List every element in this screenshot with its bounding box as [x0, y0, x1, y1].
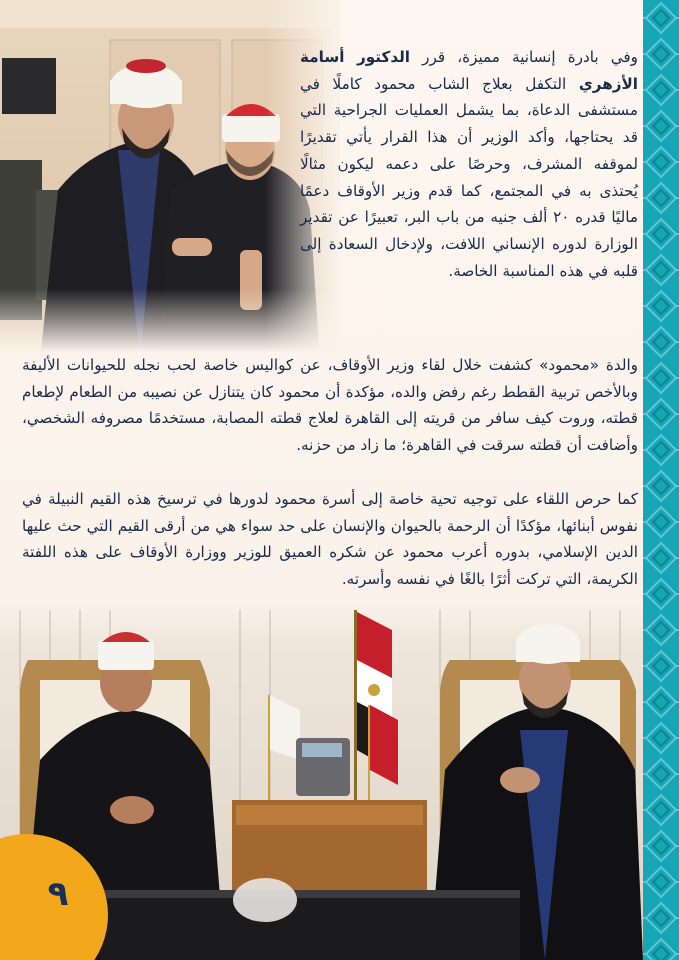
decorative-border [643, 0, 679, 960]
highlight-name: الدكتور أسامة الأزهري [300, 48, 639, 93]
paragraph-1: وفي بادرة إنسانية مميزة، قرر الدكتور أسامة الأزهري التكفل بعلاج الشاب محمود كاملًا في مستشفى الدعاة، بما يشمل العمليات الجراحية التي قد يحتاجها، وأكد الوزير أن هذا القرار يأتي تقديرًا لموقفه المشرف، وحرصًا على دعمه ليكون مثالًا يُحتذى به في المجتمع، كما قدم وزير الأوقاف دعمًا ماليًا قدره ٢٠ ألف جنيه من باب البر، تعبيرًا عن تقدير الوزارة لدوره الإنساني اللافت، ولإدخال السعادة إلى قلبه في هذه المناسبة الخاصة. [300, 48, 639, 280]
top-photo [0, 0, 340, 352]
paragraph-3: كما حرص اللقاء على توجيه تحية خاصة إلى أسرة محمود لدورها في ترسيخ هذه القيم النبيلة في نفوس أبنائها، مؤكدًا أن الرحمة بالحيوان والإنسان على حد سواء هي من أرقى القيم التي حث عليها الدين الإسلامي، بدوره أعرب محمود عن شكره العميق للوزير ووزارة الأوقاف على هذه اللفتة الكريمة، التي تركت أثرًا بالغًا في نفسه وأسرته. [22, 490, 638, 589]
page-number: ٩ [47, 874, 69, 914]
paragraph-2: والدة «محمود» كشفت خلال لقاء وزير الأوقاف، عن كواليس خاصة لحب نجله للحيوانات الأليفة وبالأخص تربية القطط رغم رفض والده، مؤكدة أن محمود كان يتنازل عن نصيبه من الطعام لإطعام قطته، وروت كيف سافر من قريته إلى القاهرة لعلاج قطته المصابة، مستخدمًا مصروفه الشخصي، وأضافت أن قطته سرقت في القاهرة؛ ما زاد من حزنه. [22, 356, 638, 455]
